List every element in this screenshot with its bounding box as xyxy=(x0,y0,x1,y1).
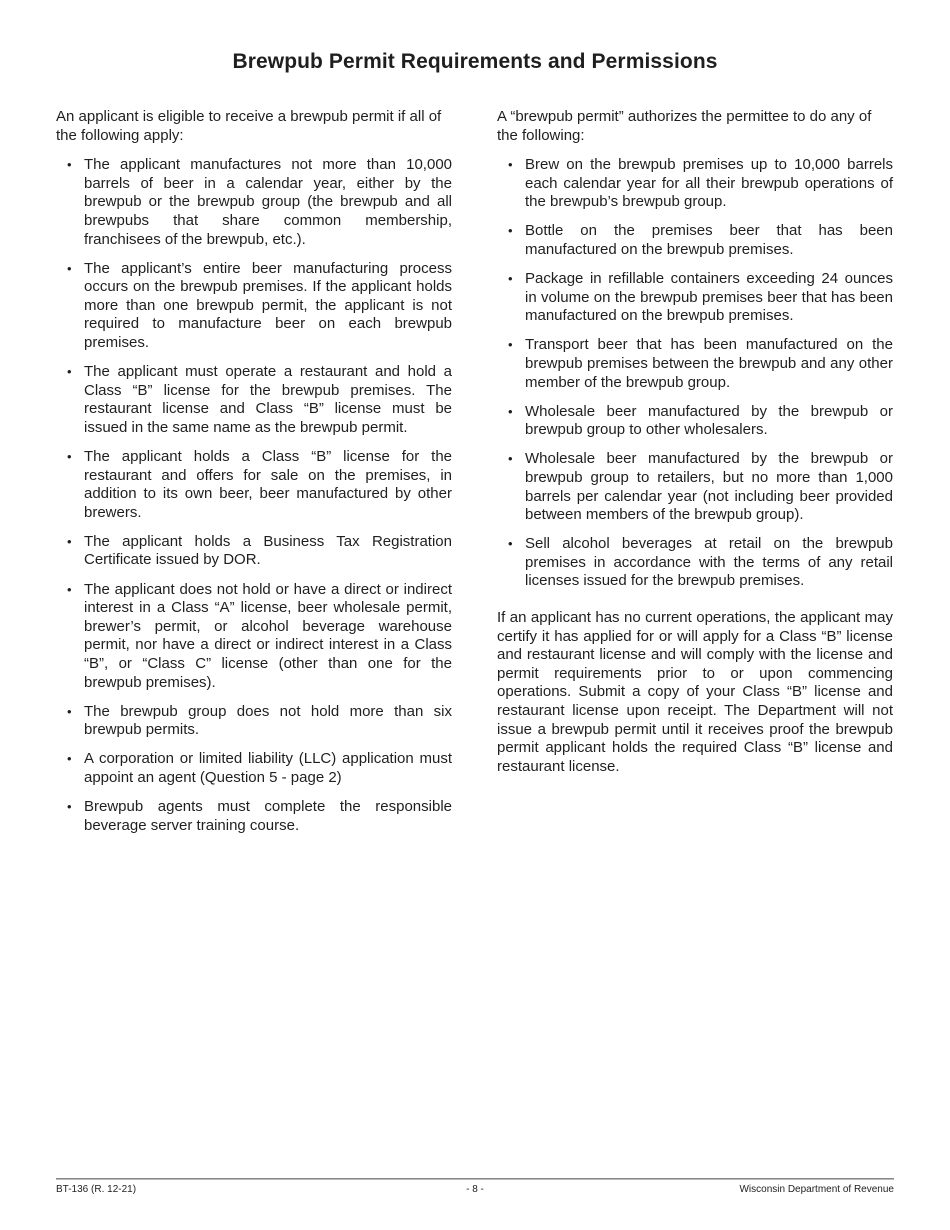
list-item xyxy=(56,260,452,353)
bullet-icon: • xyxy=(508,157,513,173)
list-item xyxy=(497,403,893,440)
eligibility-intro: An applicant is eligible to receive a brewpub permit if all of the following apply: xyxy=(56,108,442,144)
list-item-text: The applicant must operate a restaurant and hold a Class “B” license for the brewpub premises. The restaurant license and Class “B” license must be issued in the same name as the brewpub permit. xyxy=(84,363,452,436)
bullet-icon: • xyxy=(508,337,513,353)
list-item xyxy=(497,450,893,524)
bullet-icon: • xyxy=(67,364,72,380)
list-item-text: Sell alcohol beverages at retail on the brewpub premises in accordance with the terms of any retail licenses issued for the brewpub premises. xyxy=(525,535,893,590)
bullet-icon: • xyxy=(67,799,72,814)
list-item-text: The applicant holds a Business Tax Registration Certificate issued by DOR. xyxy=(84,532,452,569)
bullet-icon: • xyxy=(67,581,72,597)
list-item xyxy=(56,750,452,787)
bullet-icon: • xyxy=(67,751,72,767)
footer-divider xyxy=(56,1178,894,1180)
list-item-text: Brewpub agents must complete the responsible beverage server training course. xyxy=(84,798,452,834)
page-title: Brewpub Permit Requirements and Permissions xyxy=(232,50,718,73)
list-item xyxy=(56,533,452,570)
bullet-icon: • xyxy=(508,403,513,419)
eligibility-list xyxy=(56,156,452,835)
list-item-text: Transport beer that has been manufactured on the brewpub premises between the brewpub and any other member of the brewpub group. xyxy=(525,336,893,391)
list-item-text: Brew on the brewpub premises up to 10,000 barrels each calendar year for all their brewpub operations of the brewpub’s brewpub group. xyxy=(525,156,893,211)
list-item xyxy=(56,581,452,693)
permissions-intro: A “brewpub permit” authorizes the permittee to do any of the following: xyxy=(497,108,872,144)
bullet-icon: • xyxy=(67,260,72,276)
permissions-column xyxy=(497,108,893,776)
list-item xyxy=(497,222,893,259)
list-item-text: The applicant’s entire beer manufacturing process occurs on the brewpub premises. If the applicant holds more than one brewpub permit, the applicant is not required to manufacture beer on each brewpub premises. xyxy=(84,259,452,352)
form-id: BT-136 (R. 12-21) xyxy=(56,1184,137,1195)
list-item xyxy=(56,156,452,249)
list-item xyxy=(497,336,893,392)
bullet-icon: • xyxy=(508,271,513,287)
list-item xyxy=(56,798,452,835)
list-item xyxy=(56,448,452,522)
list-item-text: Bottle on the premises beer that has been manufactured on the brewpub premises. xyxy=(525,222,893,259)
permissions-list xyxy=(497,156,893,591)
list-item-text: Wholesale beer manufactured by the brewpub or brewpub group to retailers, but no more than 1,000 barrels per calendar year (not including beer provided between members of the brewpub group). xyxy=(525,450,893,524)
list-item-text: Wholesale beer manufactured by the brewpub or brewpub group to other wholesalers. xyxy=(525,402,893,439)
list-item-text: The applicant holds a Class “B” license for the restaurant and offers for sale on the premises, in addition to its own beer, beer manufactured by other brewers. xyxy=(84,448,452,521)
list-item xyxy=(56,363,452,437)
list-item-text: The applicant manufactures not more than 10,000 barrels of beer in a calendar year, either by the brewpub or the brewpub group (the brewpub and all brewpubs that share common membership, franchisees of the brewpub, etc.). xyxy=(84,156,452,248)
list-item xyxy=(56,703,452,740)
list-item-text: Package in refillable containers exceeding 24 ounces in volume on the brewpub premises beer that has been manufactured on the brewpub premises. xyxy=(525,270,893,325)
bullet-icon: • xyxy=(508,536,513,552)
bullet-icon: • xyxy=(67,157,72,173)
list-item-text: The applicant does not hold or have a direct or indirect interest in a Class “A” license, beer wholesale permit, brewer’s permit, or alcohol beverage warehouse permit, nor have a direct or indirect interest in a Class “B”, or “Class C” license (other than one for the brewpub premises). xyxy=(84,580,452,691)
list-item-text: A corporation or limited liability (LLC) application must appoint an agent (Question 5 - page 2) xyxy=(84,750,452,786)
closing-paragraph: If an applicant has no current operations, the applicant may certify it has applied for or will apply for a Class “B” license and restaurant license and will comply with the license and permit requirements prior to or upon commencing operations. Submit a copy of your Class “B” license and restaurant license upon receipt. The Department will not issue a brewpub permit until it receives proof the brewpub permit applicant holds the required Class “B” license and restaurant license. xyxy=(497,609,893,775)
page-number: - 8 - xyxy=(466,1184,484,1195)
list-item xyxy=(497,156,893,212)
bullet-icon: • xyxy=(67,703,72,719)
bullet-icon: • xyxy=(508,451,513,467)
bullet-icon: • xyxy=(67,533,72,549)
eligibility-column xyxy=(56,108,452,846)
list-item xyxy=(497,270,893,326)
bullet-icon: • xyxy=(508,223,513,239)
list-item-text: The brewpub group does not hold more than six brewpub permits. xyxy=(84,702,452,739)
bullet-icon: • xyxy=(67,449,72,464)
agency-name: Wisconsin Department of Revenue xyxy=(739,1184,894,1195)
list-item xyxy=(497,535,893,591)
